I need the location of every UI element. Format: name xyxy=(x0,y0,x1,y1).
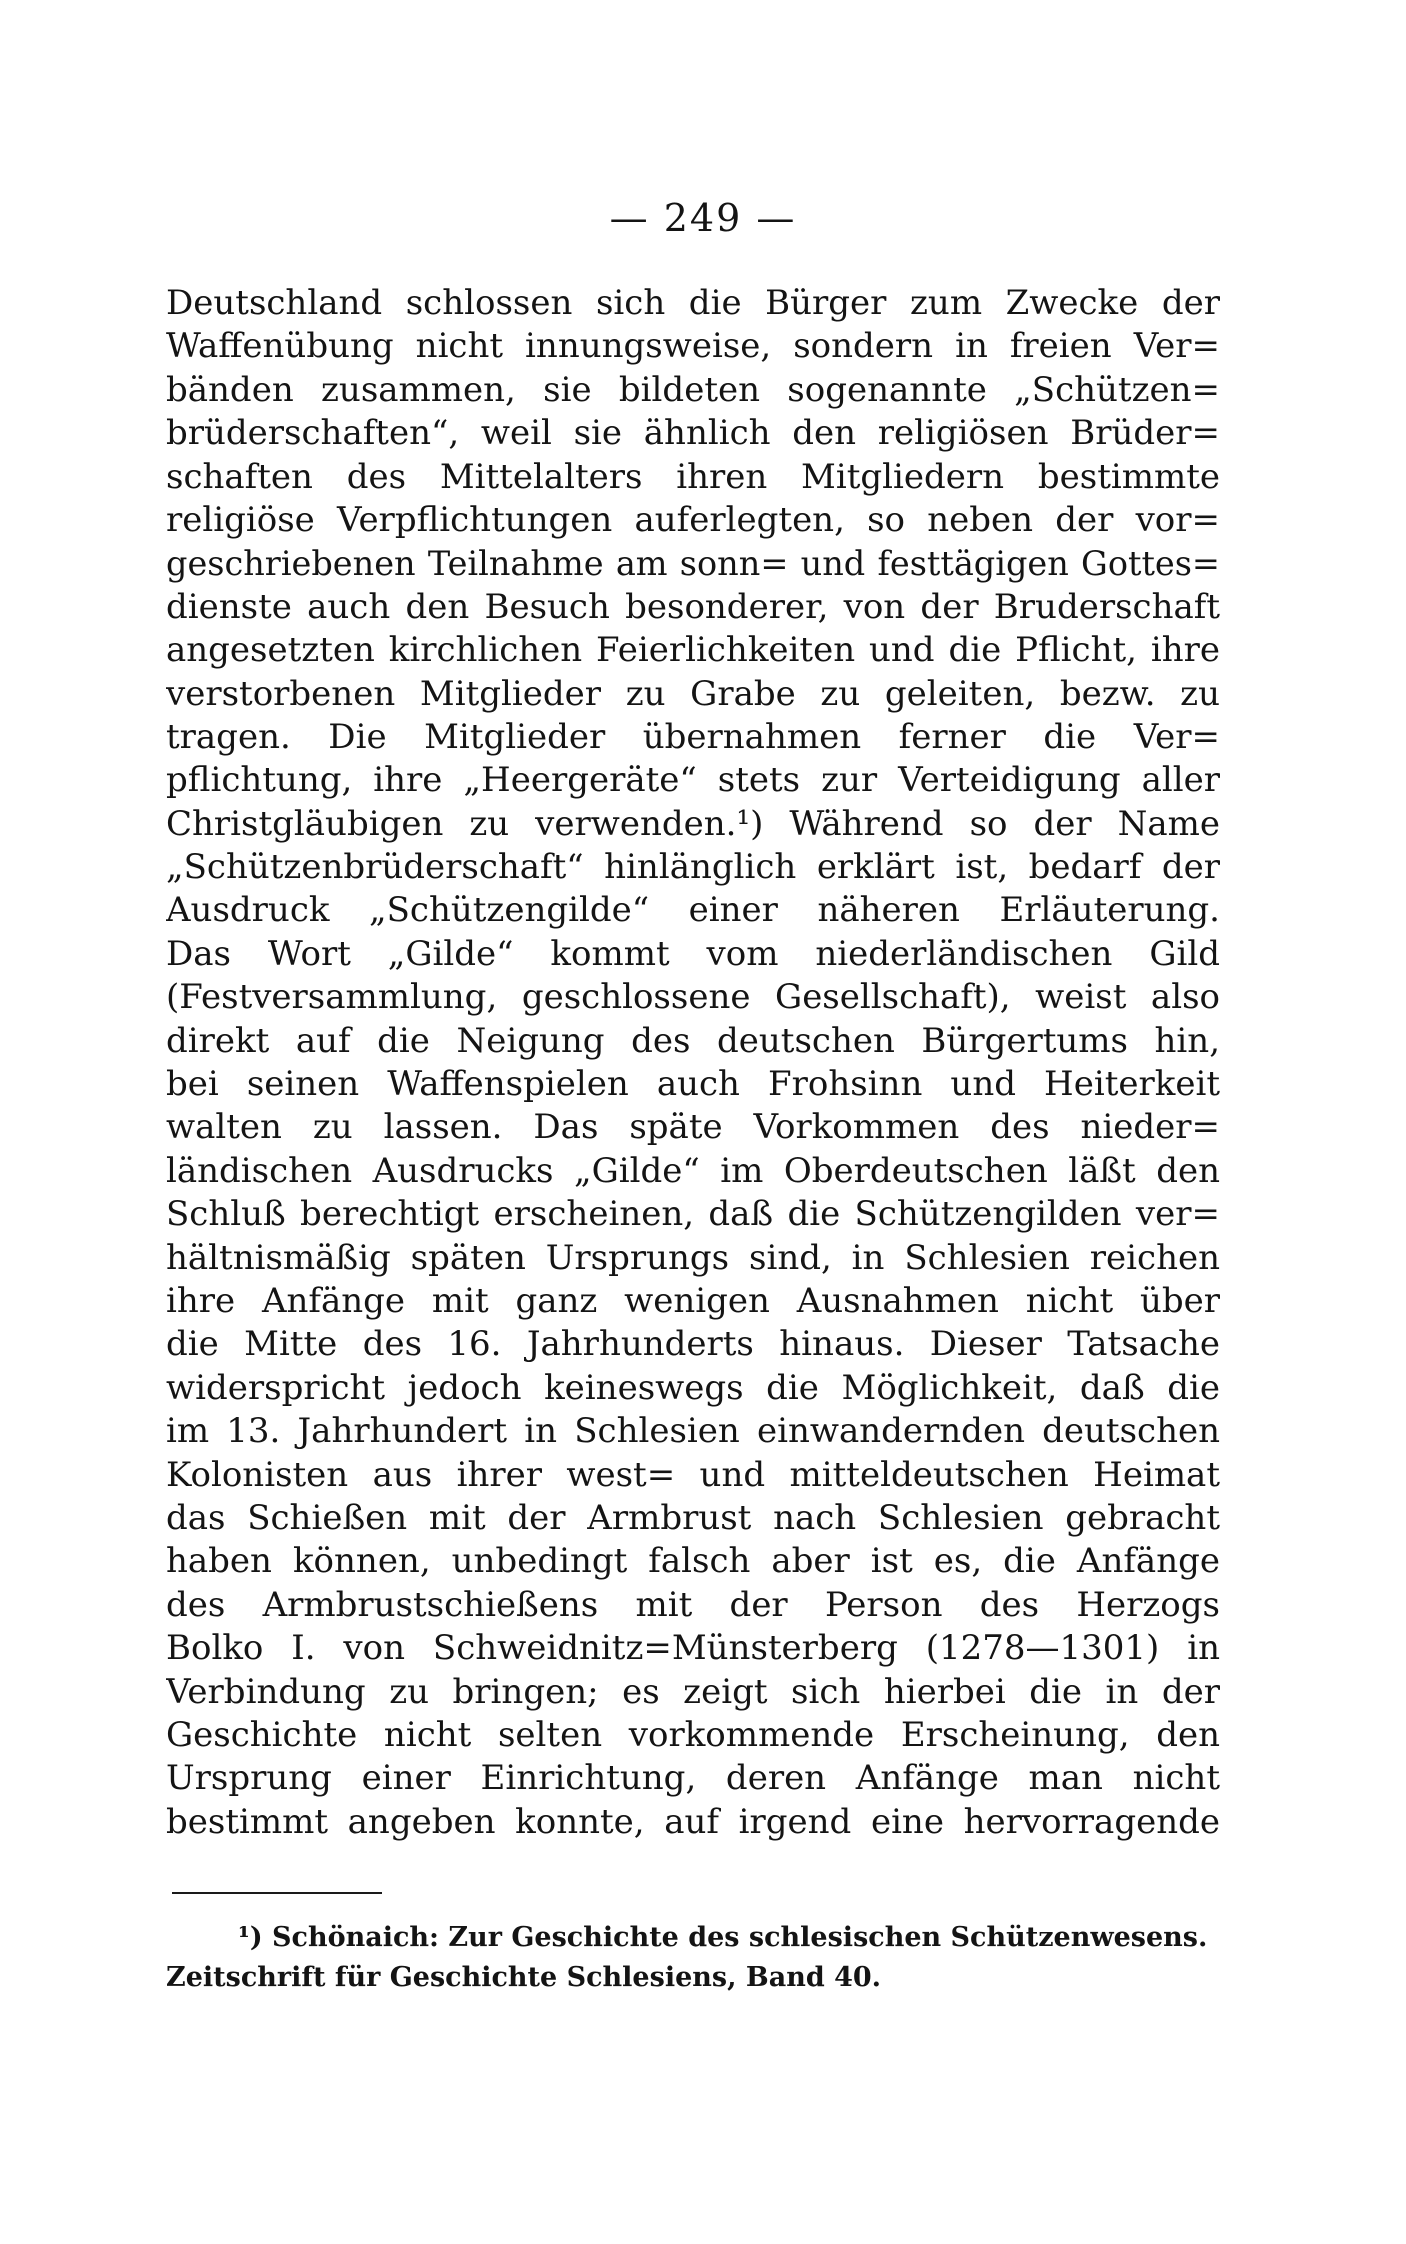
text-line: Deutschland schlossen sich die Bürger zum Zwecke der xyxy=(166,283,1220,323)
text-line: bei seinen Waffenspielen auch Frohsinn und Heiterkeit xyxy=(166,1064,1220,1105)
text-line: Schluß berechtigt erscheinen, daß die Schützengilden ver= xyxy=(166,1194,1220,1235)
text-line: tragen. Die Mitglieder übernahmen ferner die Ver= xyxy=(166,716,1220,757)
text-line: geschriebenen Teilnahme am sonn= und festtägigen Gottes= xyxy=(166,544,1220,584)
text-line: Christgläubigen zu verwenden.¹) Während so der Name xyxy=(166,803,1220,844)
footnote-line: ¹) Schönaich: Zur Geschichte des schlesischen Schützenwesens. xyxy=(238,1922,1208,1953)
text-line: walten zu lassen. Das späte Vorkommen des nieder= xyxy=(166,1107,1220,1148)
text-line: widerspricht jedoch keineswegs die Möglichkeit, daß die xyxy=(166,1367,1220,1408)
text-line: dienste auch den Besuch besonderer, von der Bruderschaft xyxy=(166,586,1220,627)
text-line: Ausdruck „Schützengilde“ einer näheren Erläuterung. xyxy=(166,890,1220,931)
text-line: (Festversammlung, geschlossene Gesellschaft), weist also xyxy=(166,977,1220,1018)
footnote-divider xyxy=(172,1892,382,1894)
text-line: Ursprung einer Einrichtung, deren Anfänge man nicht xyxy=(166,1758,1220,1799)
text-line: religiöse Verpflichtungen auferlegten, so neben der vor= xyxy=(166,499,1220,540)
page-number: — 249 — xyxy=(609,196,797,240)
text-line: bestimmt angeben konnte, auf irgend eine hervorragende xyxy=(166,1801,1220,1842)
text-line: das Schießen mit der Armbrust nach Schlesien gebracht xyxy=(166,1497,1220,1538)
text-line: Geschichte nicht selten vorkommende Erscheinung, den xyxy=(166,1714,1220,1755)
text-line: Verbindung zu bringen; es zeigt sich hierbei die in der xyxy=(166,1671,1220,1712)
text-line: haben können, unbedingt falsch aber ist es, die Anfänge xyxy=(166,1541,1220,1582)
text-line: pflichtung, ihre „Heergeräte“ stets zur Verteidigung aller xyxy=(166,760,1220,801)
text-line: angesetzten kirchlichen Feierlichkeiten und die Pflicht, ihre xyxy=(166,630,1220,671)
text-line: Waffenübung nicht innungsweise, sondern in freien Ver= xyxy=(166,326,1220,367)
text-line: „Schützenbrüderschaft“ hinlänglich erklärt ist, bedarf der xyxy=(166,847,1220,888)
text-line: schaften des Mittelalters ihren Mitgliedern bestimmte xyxy=(166,456,1220,497)
body-text xyxy=(166,282,1220,1844)
text-line: brüderschaften“, weil sie ähnlich den religiösen Brüder= xyxy=(166,413,1220,454)
text-line: ländischen Ausdrucks „Gilde“ im Oberdeutschen läßt den xyxy=(166,1150,1220,1191)
text-line: des Armbrustschießens mit der Person des Herzogs xyxy=(166,1584,1220,1625)
footnote-line: Zeitschrift für Geschichte Schlesiens, Band 40. xyxy=(166,1962,882,1993)
text-line: im 13. Jahrhundert in Schlesien einwandernden deutschen xyxy=(166,1411,1220,1452)
footnotes xyxy=(166,1918,1220,1998)
text-line: ihre Anfänge mit ganz wenigen Ausnahmen nicht über xyxy=(166,1280,1220,1321)
text-line: die Mitte des 16. Jahrhunderts hinaus. Dieser Tatsache xyxy=(166,1324,1220,1365)
text-line: Das Wort „Gilde“ kommt vom niederländischen Gild xyxy=(166,933,1220,974)
text-line: hältnismäßig späten Ursprungs sind, in Schlesien reichen xyxy=(166,1237,1220,1278)
text-line: Bolko I. von Schweidnitz=Münsterberg (1278—1301) in xyxy=(166,1628,1220,1669)
text-line: direkt auf die Neigung des deutschen Bürgertums hin, xyxy=(166,1020,1220,1061)
text-line: Kolonisten aus ihrer west= und mitteldeutschen Heimat xyxy=(166,1454,1220,1495)
text-line: verstorbenen Mitglieder zu Grabe zu geleiten, bezw. zu xyxy=(166,673,1220,714)
text-line: bänden zusammen, sie bildeten sogenannte „Schützen= xyxy=(166,369,1220,410)
